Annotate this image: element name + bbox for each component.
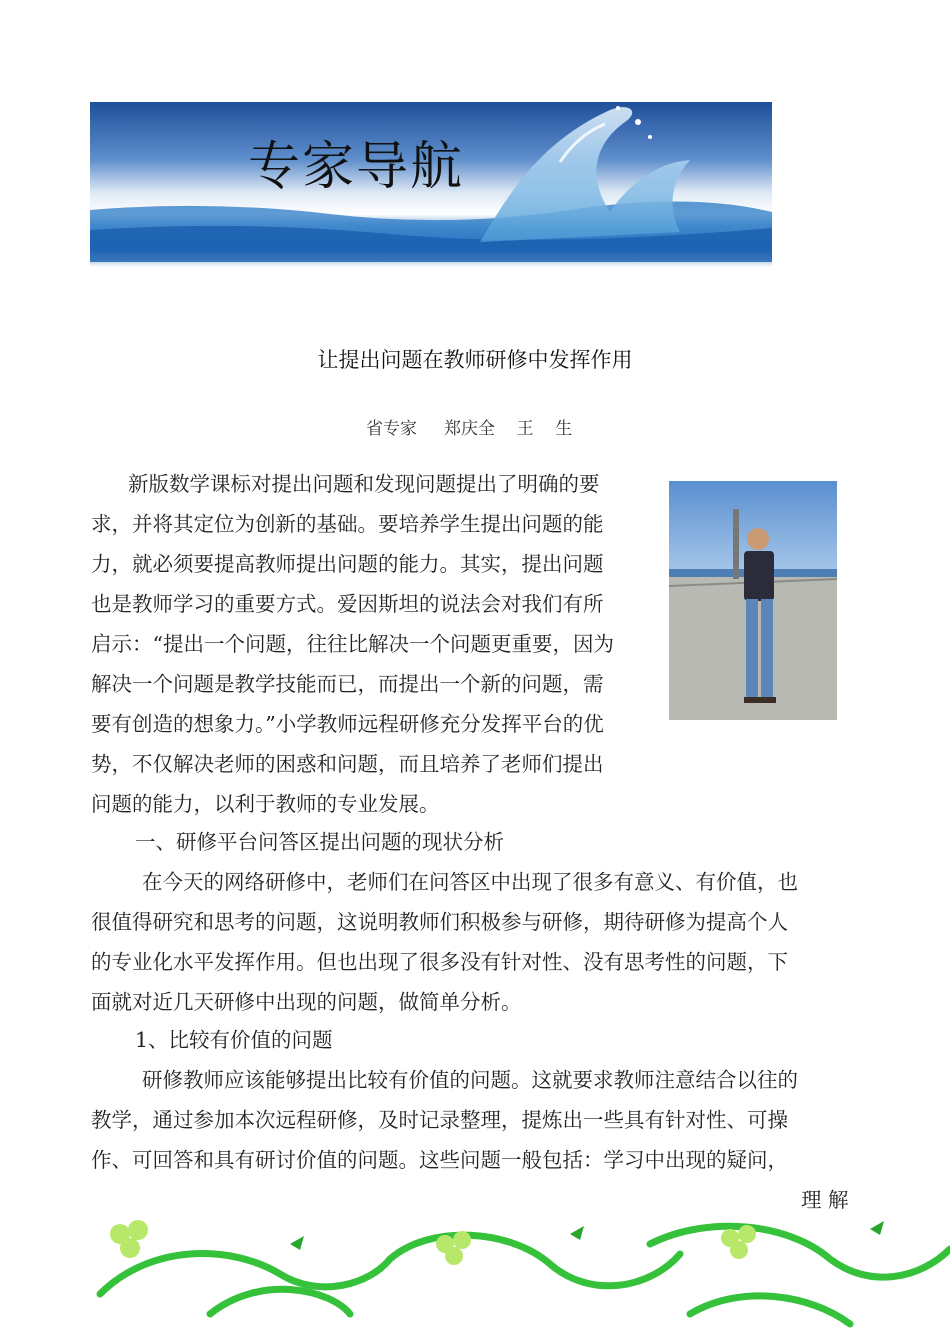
paragraph-line: 启示：“提出一个问题，往往比解决一个问题更重要，因为 [91,632,614,656]
section-heading: 一、研修平台问答区提出问题的现状分析 [135,830,504,854]
paragraph-line: 要有创造的想象力。”小学教师远程研修充分发挥平台的优 [91,712,604,736]
paragraph-line: 力，就必须要提高教师提出问题的能力。其实，提出问题 [91,552,604,576]
paragraph-line: 在今天的网络研修中，老师们在问答区中出现了很多有意义、有价值，也 [142,870,798,894]
paragraph-line: 的专业化水平发挥作用。但也出现了很多没有针对性、没有思考性的问题，下 [91,950,788,974]
author-photo [669,481,837,720]
paragraph-line: 面就对近几天研修中出现的问题，做简单分析。 [91,990,522,1014]
paragraph-line: 解决一个问题是教学技能而已，而提出一个新的问题，需 [91,672,604,696]
subsection-heading: 1、比较有价值的问题 [135,1028,333,1052]
paragraph-line: 很值得研究和思考的问题，这说明教师们积极参与研修，期待研修为提高个人 [91,910,788,934]
paragraph-line: 势，不仅解决老师的困惑和问题，而且培养了老师们提出 [91,752,604,776]
paragraph-line: 新版数学课标对提出问题和发现问题提出了明确的要 [128,472,600,496]
paragraph-line: 理 解 [801,1188,849,1212]
article-author: 省专家 郑庆全 王 生 [366,419,573,439]
header-banner [90,102,772,282]
paragraph-line: 教学，通过参加本次远程研修，及时记录整理，提炼出一些具有针对性、可操 [91,1108,788,1132]
article-title: 让提出问题在教师研修中发挥作用 [317,348,633,372]
banner-title: 专家导航 [248,137,465,197]
floral-footer-decoration [90,1204,950,1344]
paragraph-line: 研修教师应该能够提出比较有价值的问题。这就要求教师注意结合以往的 [142,1068,798,1092]
paragraph-line: 作、可回答和具有研讨价值的问题。这些问题一般包括：学习中出现的疑问， [91,1148,788,1172]
paragraph-line: 求，并将其定位为创新的基础。要培养学生提出问题的能 [91,512,604,536]
paragraph-line: 问题的能力，以利于教师的专业发展。 [91,792,440,816]
paragraph-line: 也是教师学习的重要方式。爱因斯坦的说法会对我们有所 [91,592,604,616]
